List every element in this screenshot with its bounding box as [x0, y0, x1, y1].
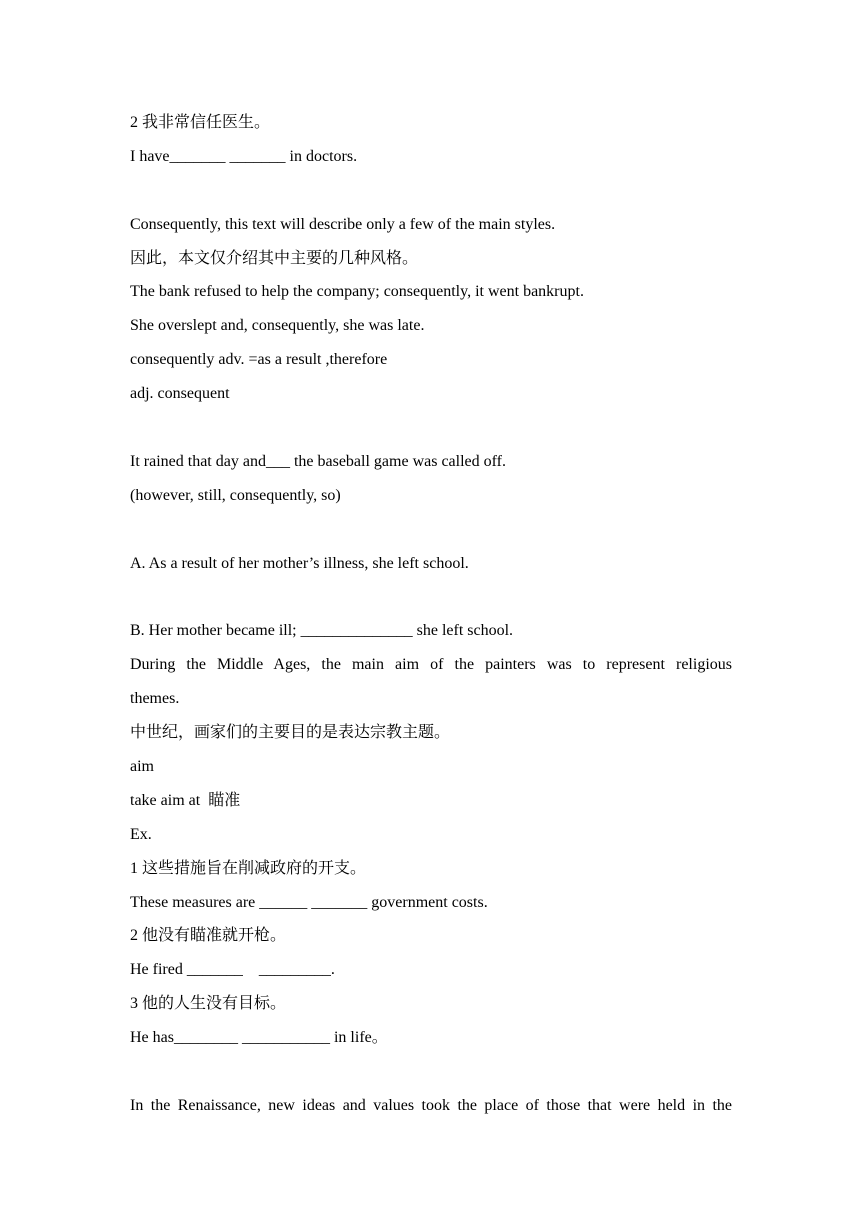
exercise-aim-2-english: He fired _______ _________.: [130, 961, 335, 979]
example-sentence-overslept: She overslept and, consequently, she was late.: [130, 317, 425, 335]
example-sentence-consequently: Consequently, this text will describe only a few of the main styles.: [130, 215, 556, 233]
paragraph-renaissance: In the Renaissance, new ideas and values took the place of those that were held in the: [130, 1096, 732, 1114]
phrase-take-aim-at: take aim at 瞄准: [130, 791, 241, 809]
blank-line: [130, 580, 732, 614]
blank-line: [130, 513, 732, 547]
exercise-aim-1-chinese: 1 这些措施旨在削减政府的开支。: [130, 859, 367, 877]
exercise-aim-3-chinese: 3 他的人生没有目标。: [130, 995, 287, 1013]
definition-consequent: adj. consequent: [130, 385, 230, 403]
example-translation-consequently: 因此，本文仅介绍其中主要的几种风格。: [130, 249, 419, 267]
definition-consequently: consequently adv. =as a result ,therefore: [130, 351, 388, 369]
exercise-sentence-a: A. As a result of her mother’s illness, she left school.: [130, 554, 469, 572]
exercise-aim-3-english: He has________ ___________ in life。: [130, 1029, 388, 1047]
exercise-item-2-english: I have_______ _______ in doctors.: [130, 147, 358, 165]
example-sentence-middle-ages-part1: During the Middle Ages, the main aim of the painters was to represent religious: [130, 656, 732, 674]
document-body: [130, 106, 732, 1123]
example-sentence-bank: The bank refused to help the company; consequently, it went bankrupt.: [130, 283, 584, 301]
exercise-item-2-chinese: 2 我非常信任医生。: [130, 114, 271, 131]
example-sentence-middle-ages-part2: themes.: [130, 690, 180, 708]
exercise-heading: Ex.: [130, 825, 152, 843]
exercise-aim-2-chinese: 2 他没有瞄准就开枪。: [130, 927, 287, 945]
blank-line: [130, 1055, 732, 1089]
blank-line: [130, 411, 732, 445]
exercise-rained-sentence: It rained that day and___ the baseball game was called off.: [130, 452, 507, 470]
blank-line: [130, 174, 732, 208]
exercise-sentence-b: B. Her mother became ill; ______________ she left school.: [130, 622, 514, 640]
vocab-aim: aim: [130, 757, 154, 775]
exercise-rained-options: (however, still, consequently, so): [130, 486, 341, 504]
example-translation-middle-ages: 中世纪，画家们的主要目的是表达宗教主题。: [130, 724, 451, 742]
exercise-aim-1-english: These measures are ______ _______ government costs.: [130, 893, 488, 911]
